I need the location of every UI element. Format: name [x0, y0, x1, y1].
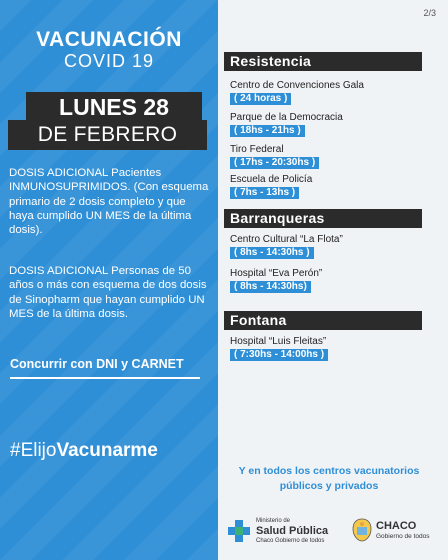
header-subtitle: COVID 19	[63, 51, 155, 71]
list-item	[230, 144, 319, 169]
health-cross-icon	[228, 520, 250, 542]
place-name: Centro Cultural “La Flota”	[230, 234, 343, 245]
list-item	[230, 336, 328, 361]
list-item	[230, 112, 343, 137]
section-fontana	[224, 311, 422, 360]
footer-line1: Y en todos los centros vacunatorios	[238, 465, 420, 477]
section-heading: Fontana	[224, 311, 422, 330]
place-name: Escuela de Policía	[230, 174, 313, 185]
chaco-name: CHACO	[376, 520, 417, 532]
section-resistencia	[224, 52, 422, 198]
date-line1: LUNES 28	[26, 92, 202, 122]
hours-badge: ( 7hs - 13hs )	[230, 187, 299, 199]
hours-badge: ( 18hs - 21hs )	[230, 125, 305, 137]
hours-badge: ( 17hs - 20:30hs )	[230, 157, 319, 169]
left-panel	[0, 0, 218, 560]
chaco-tagline: Gobierno de todos	[376, 533, 430, 540]
cta-text: Concurrir con DNI y CARNET	[10, 357, 184, 371]
section-heading: Barranqueras	[224, 209, 422, 228]
date-box	[8, 92, 207, 152]
footer-line2: públicos y privados	[279, 480, 379, 492]
list-item	[230, 174, 312, 199]
ministry-small-top: Ministerio de	[256, 518, 291, 524]
hours-badge: ( 8hs - 14:30hs )	[230, 247, 314, 259]
date-line2: DE FEBRERO	[8, 120, 207, 150]
place-name: Hospital “Luis Fleitas”	[230, 336, 327, 347]
hashtag-prefix: #Elijo	[10, 440, 57, 461]
section-barranqueras	[224, 209, 422, 292]
cta-underline	[10, 377, 200, 379]
page-number: 2/3	[423, 8, 436, 18]
list-item	[230, 234, 343, 259]
hours-badge: ( 24 horas )	[230, 93, 291, 105]
info-paragraph-2: DOSIS ADICIONAL Personas de 50 años o más con esquema de dos dosis de Sinopharm que hayan cumplido UN MES de la última dosis.	[9, 265, 207, 320]
place-name: Tiro Federal	[230, 144, 284, 155]
chaco-seal-icon	[352, 518, 372, 542]
section-heading: Resistencia	[224, 52, 422, 71]
hashtag-bold: Vacunarme	[56, 440, 158, 461]
place-name: Parque de la Democracia	[230, 112, 343, 123]
ministry-small-bottom: Chaco Gobierno de todos	[256, 538, 325, 544]
place-name: Centro de Convenciones Gala	[230, 80, 364, 91]
hours-badge: ( 7:30hs - 14:00hs )	[230, 349, 328, 361]
hashtag	[10, 440, 158, 462]
footer-text	[224, 464, 434, 494]
place-name: Hospital “Eva Perón”	[230, 268, 323, 279]
info-paragraph-1: DOSIS ADICIONAL Pacientes INMUNOSUPRIMIDOS. (Con esquema primario de 2 dosis completo y que haya cumplido UN MES de la última dosis).	[9, 167, 209, 237]
hours-badge: ( 8hs - 14:30hs)	[230, 281, 311, 293]
list-item	[230, 268, 322, 293]
ministry-name: Salud Pública	[256, 525, 329, 537]
list-item	[230, 80, 364, 105]
header-title: VACUNACIÓN	[36, 28, 182, 51]
